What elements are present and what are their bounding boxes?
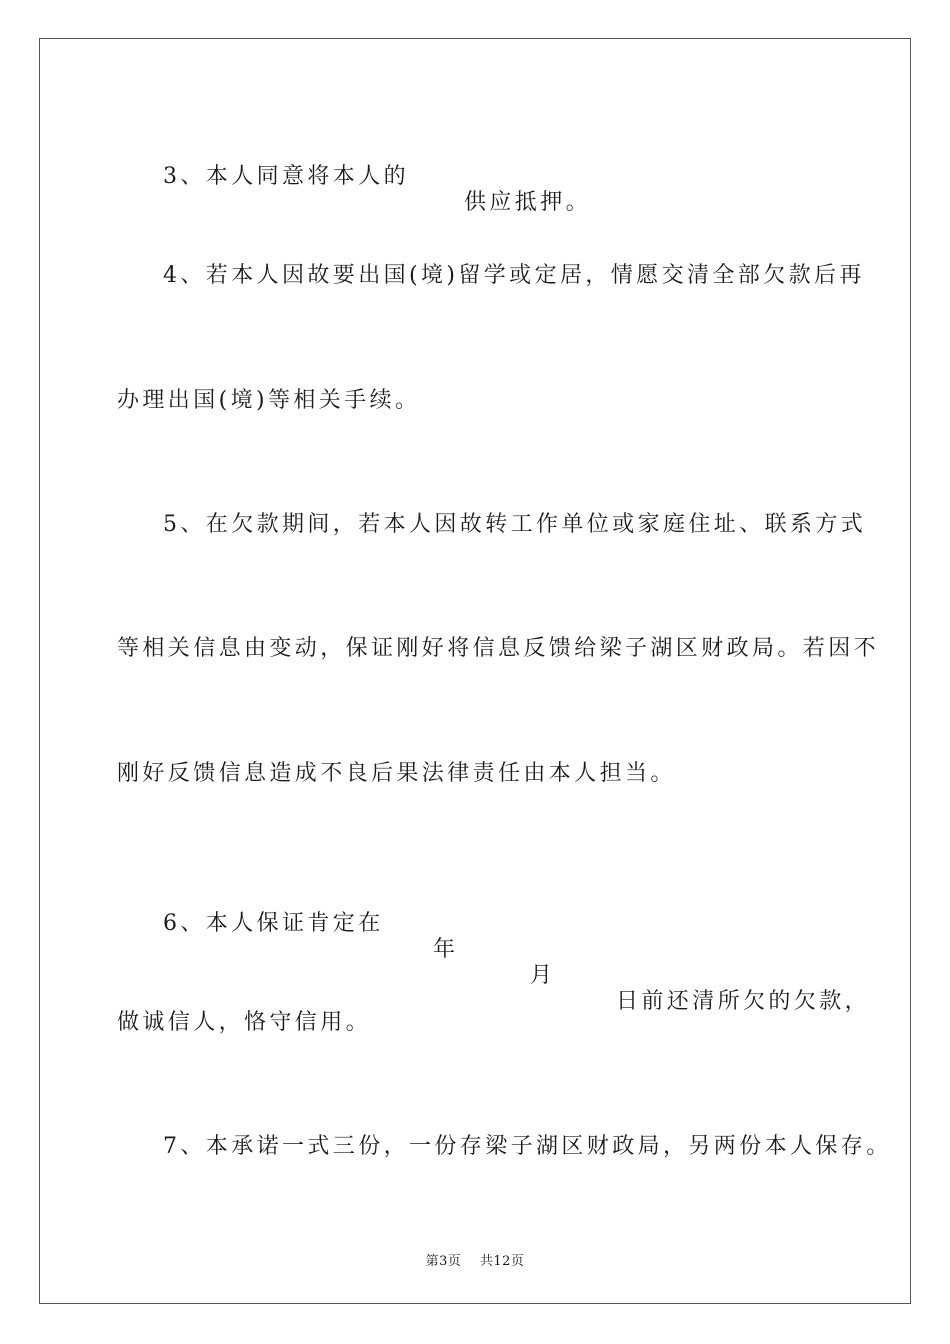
- paragraph-6-month-label: 月: [530, 963, 556, 988]
- footer-page-number: 第3页: [425, 1254, 462, 1269]
- paragraph-7-line-1: 7、本承诺一式三份，一份存梁子湖区财政局，另两份本人保存。: [163, 1134, 892, 1159]
- page-footer: [0, 1250, 950, 1269]
- footer-total-pages: 共12页: [479, 1254, 525, 1269]
- paragraph-5-line-3: 刚好反馈信息造成不良后果法律责任由本人担当。: [117, 761, 676, 786]
- paragraph-3-text-before-blank: 3、本人同意将本人的: [163, 164, 409, 189]
- paragraph-4-line-2: 办理出国(境)等相关手续。: [117, 388, 421, 413]
- paragraph-3: [163, 138, 592, 242]
- paragraph-6-year-label: 年: [433, 937, 459, 962]
- paragraph-6-line-2: 做诚信人，恪守信用。: [117, 1010, 372, 1035]
- paragraph-5-line-2: 等相关信息由变动，保证刚好将信息反馈给梁子湖区财政局。若因不: [117, 636, 880, 661]
- paragraph-6-text-after-day: 日前还清所欠的欠款，: [616, 989, 871, 1014]
- paragraph-6-text-before-year: 6、本人保证肯定在: [163, 911, 384, 936]
- paragraph-5-line-1: 5、在欠款期间，若本人因故转工作单位或家庭住址、联系方式: [163, 512, 867, 537]
- paragraph-3-text-after-blank: 供应抵押。: [464, 190, 592, 215]
- paragraph-4-line-1: 4、若本人因故要出国(境)留学或定居，情愿交清全部欠款后再: [163, 263, 865, 288]
